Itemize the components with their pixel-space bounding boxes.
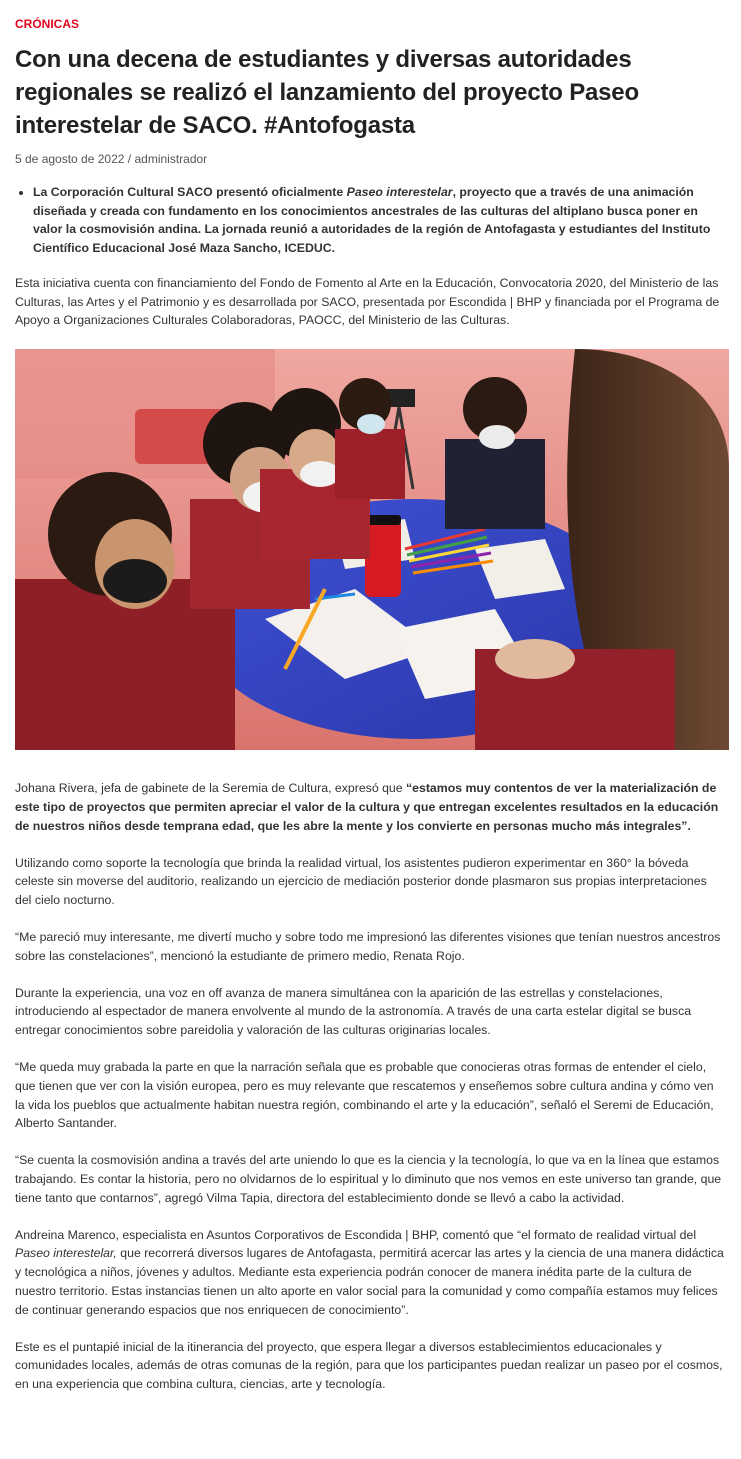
- bhp-text-start: Andreina Marenco, especialista en Asuntos Corporativos de Escondida | BHP, comentó que “el formato de realidad virtual del: [15, 1227, 697, 1242]
- category-link[interactable]: CRÓNICAS: [15, 17, 80, 31]
- classroom-photo-illustration: [15, 349, 729, 750]
- body-paragraph: Utilizando como soporte la tecnología que brinda la realidad virtual, los asistentes pudieron experimentar en 360° la bóveda celeste sin moverse del auditorio, realizando un ejercicio de mediación posterior donde plasmaron sus propias interpretaciones del cielo nocturno.: [15, 855, 707, 908]
- summary-list: [15, 183, 726, 258]
- quote-lead: Johana Rivera, jefa de gabinete de la Seremia de Cultura, expresó que: [15, 781, 407, 796]
- intro-paragraph: Esta iniciativa cuenta con financiamiento del Fondo de Fomento al Arte en la Educación, Convocatoria 2020, del Ministerio de las Culturas, las Artes y el Patrimonio y es desarrollada por SACO, presentada por Escondida | BHP y financiada por el Programa de Apoyo a Organizaciones Culturales Colaboradoras, PAOCC, del Ministerio de las Culturas.: [15, 275, 720, 328]
- body-paragraph: “Se cuenta la cosmovisión andina a través del arte uniendo lo que es la ciencia y la tecnología, lo que va en la línea que estamos trabajando. Es contar la historia, pero no olvidarnos de lo espiritual y lo diminuto que nos vemos en este universo tan grande, que tiene tanto que contarnos”, agregó Vilma Tapia, directora del establecimiento donde se llevó a cabo la actividad.: [15, 1153, 722, 1205]
- summary-text-start: La Corporación Cultural SACO presentó oficialmente: [33, 185, 347, 199]
- quote-paragraph: [15, 779, 726, 835]
- summary-item: [33, 183, 726, 258]
- bhp-paragraph: [15, 1226, 726, 1320]
- red-thermos: [365, 519, 401, 597]
- bhp-project-name: Paseo interestelar,: [15, 1246, 117, 1261]
- summary-text-end: , proyecto que a través de una animación diseñada y creada con fundamento en los conocimientos ancestrales de las culturas del altiplano busca poner en valor la cosmovisión andina. La jornada reunió a autoridades de la región de Antofagasta y estudiantes del Instituto Científico Educacional José Maza Sancho, ICEDUC.: [33, 185, 711, 256]
- body-paragraph: “Me pareció muy interesante, me divertí mucho y sobre todo me impresionó las diferentes visiones que tenían nuestros ancestros sobre las constelaciones”, mencionó la estudiante de primero medio, Renata Rojo.: [15, 929, 721, 963]
- body-paragraph: “Me queda muy grabada la parte en que la narración señala que es probable que conocieras otras formas de entender el cielo, que tienen que ver con la visión europea, pero es muy relevante que rescatemos y enseñemos sobre cultura andina y cómo ven la vida los pueblos que actualmente habitan nuestra región, combinando el arte y la educación”, señaló el Seremi de Educación, Alberto Santander.: [15, 1059, 714, 1131]
- post-author[interactable]: administrador: [134, 152, 208, 166]
- article-photo: [15, 349, 729, 750]
- quote-bold: “estamos muy contentos de ver la materialización de este tipo de proyectos que permiten apreciar el valor de la cultura y que entregan excelentes resultados en la educación de nuestros niños desde temprana edad, que les abre la mente y los convierte en personas mucho más integrales”.: [15, 781, 719, 833]
- thermos-lid: [365, 515, 401, 525]
- post-date[interactable]: 5 de agosto de 2022: [15, 152, 125, 166]
- bhp-text-end: que recorrerá diversos lugares de Antofagasta, permitirá acercar las artes y la ciencia de una manera didáctica y tecnológica a niños, jóvenes y adultos. Mediante esta experiencia podrán conocer de manera inédita parte de la cultura de nuestro territorio. Estas instancias tienen un alto aporte en valor social para la comunidad y como compañía estamos muy felices de continuar generando espacios que nos enriquecen de conocimiento”.: [15, 1246, 724, 1317]
- closing-paragraph: Este es el puntapié inicial de la itinerancia del proyecto, que espera llegar a diversos establecimientos educacionales y comunidades locales, además de otras comunas de la región, para que los participantes puedan realizar un paseo por el cosmos, en una experiencia que combina cultura, ciencias, arte y tecnología.: [15, 1339, 723, 1392]
- meta-separator: /: [127, 152, 132, 166]
- summary-project-name: Paseo interestelar: [346, 185, 453, 199]
- body-paragraph: Durante la experiencia, una voz en off avanza de manera simultánea con la aparición de las estrellas y constelaciones, introduciendo al espectador de manera envolvente al mundo de la astronomía. A través de una carta estelar digital se busca entregar conocimientos sobre pareidolia y valoración de las culturas originarias locales.: [15, 985, 692, 1038]
- article-meta: [15, 151, 726, 167]
- article-title: Con una decena de estudiantes y diversas autoridades regionales se realizó el lanzamiento del proyecto Paseo interestelar de SACO. #Antofogasta: [15, 46, 639, 139]
